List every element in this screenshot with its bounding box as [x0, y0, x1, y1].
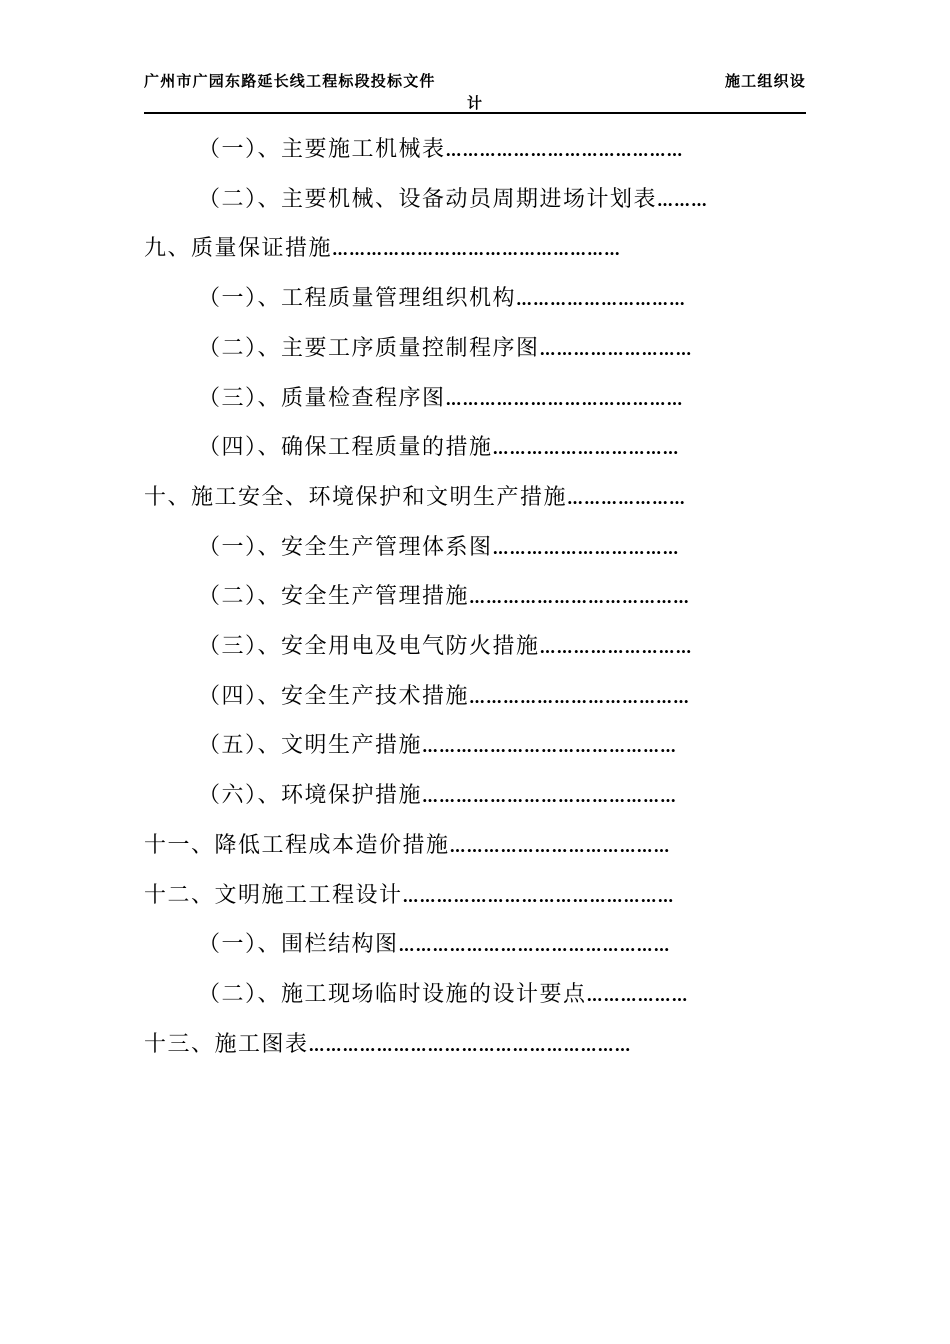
toc-entry-title: （二）、施工现场临时设施的设计要点 [198, 981, 587, 1007]
toc-entry-title: （三）、质量检查程序图 [198, 385, 446, 411]
toc-entry-title: （四）、安全生产技术措施 [198, 683, 470, 709]
toc-entry [198, 333, 693, 365]
toc-dot-leader: ……………………………………… [422, 737, 678, 757]
toc-entry-title: 九、质量保证措施 [144, 236, 333, 262]
toc-entry [198, 283, 686, 315]
toc-entry [198, 979, 689, 1011]
header-document-title: 广州市广园东路延长线工程标段投标文件 [144, 72, 436, 90]
toc-dot-leader: …………………………… [492, 538, 680, 558]
toc-entry [198, 631, 693, 663]
toc-dot-leader: …………………………… [492, 439, 680, 459]
toc-entry [198, 780, 677, 812]
toc-entry-title: （四）、确保工程质量的措施 [198, 435, 493, 461]
header-section-title: 施工组织设 [724, 72, 806, 90]
toc-entry-title: （一）、安全生产管理体系图 [198, 534, 493, 560]
header-divider [144, 112, 806, 114]
toc-entry-title: 十二、文明施工工程设计 [144, 882, 403, 908]
toc-entry-title: 十一、降低工程成本造价措施 [144, 832, 450, 858]
toc-entry [198, 929, 671, 961]
toc-dot-leader: ………………………… [516, 290, 687, 310]
toc-dot-leader: ………………… [567, 488, 687, 508]
page-header [144, 66, 806, 114]
toc-entry [144, 830, 671, 862]
toc-dot-leader: ………………………………… [469, 687, 691, 707]
toc-dot-leader: ………………………………………… [402, 886, 675, 906]
toc-entry-title: （二）、主要工序质量控制程序图 [198, 335, 540, 361]
toc-entry [198, 730, 677, 762]
toc-entry [198, 581, 690, 613]
toc-entry [198, 432, 680, 464]
toc-dot-leader: ……… [657, 190, 709, 210]
toc-entry-title: （一）、工程质量管理组织机构 [198, 286, 517, 312]
toc-entry-title: 十、施工安全、环境保护和文明生产措施 [144, 484, 568, 510]
header-wrapped-text: 计 [467, 94, 483, 112]
toc-entry-title: （六）、环境保护措施 [198, 783, 423, 809]
toc-entry [144, 233, 621, 265]
toc-entry [198, 681, 690, 713]
toc-dot-leader: ……………… [586, 985, 689, 1005]
toc-dot-leader: …………………………………………… [332, 240, 622, 260]
toc-entry [144, 482, 686, 514]
toc-entry [198, 532, 680, 564]
toc-dot-leader: ………………………………………………… [308, 1035, 632, 1055]
toc-entry [198, 383, 684, 415]
toc-entry-title: （二）、安全生产管理措施 [198, 584, 470, 610]
toc-entry-title: （一）、主要施工机械表 [198, 137, 446, 162]
toc-dot-leader: …………………………………… [445, 389, 684, 409]
toc-entry-title: （二）、主要机械、设备动员周期进场计划表 [198, 186, 658, 212]
toc-dot-leader: ……………………… [539, 638, 693, 657]
toc-dot-leader: ……………………… [539, 339, 693, 359]
toc-entry-title: （五）、文明生产措施 [198, 733, 423, 759]
toc-entry-title: （一）、围栏结构图 [198, 932, 399, 958]
toc-dot-leader: ………………………………… [469, 588, 691, 608]
toc-entry [144, 880, 675, 912]
toc-dot-leader: ………………………………… [449, 836, 671, 856]
toc-entry-title: 十三、施工图表 [144, 1031, 309, 1057]
toc-entry [144, 1029, 632, 1061]
toc-dot-leader: ……………………………………… [422, 787, 678, 807]
toc-entry [198, 134, 684, 166]
toc-dot-leader: …………………………………… [445, 141, 684, 160]
toc-entry-title: （三）、安全用电及电气防火措施 [198, 634, 540, 659]
toc-entry [198, 184, 708, 216]
toc-dot-leader: ………………………………………… [398, 936, 671, 956]
